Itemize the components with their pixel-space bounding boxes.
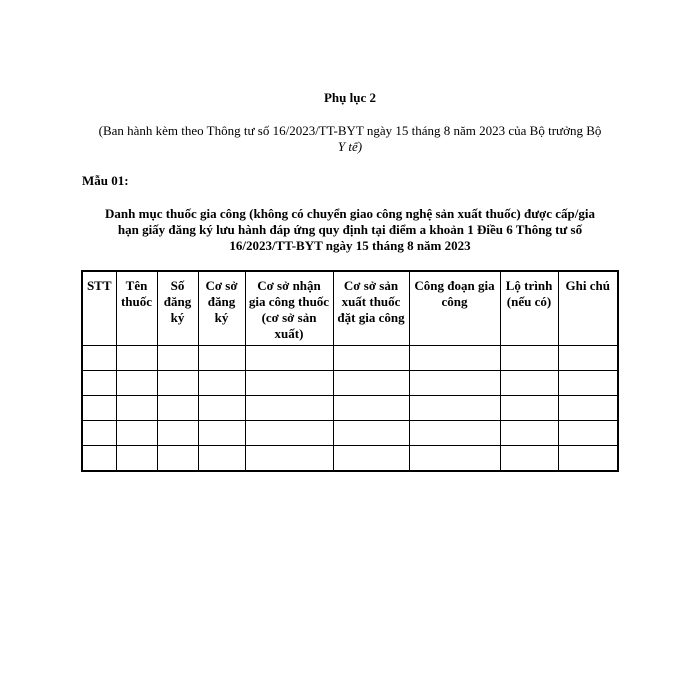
table-cell — [500, 395, 558, 420]
table-cell — [116, 395, 157, 420]
column-header-line: Tên — [125, 278, 148, 293]
table-cell — [245, 420, 333, 445]
table-cell — [157, 420, 198, 445]
table-cell — [245, 395, 333, 420]
column-header-9 — [558, 271, 618, 345]
table-cell — [157, 370, 198, 395]
table-cell — [198, 370, 245, 395]
column-header-line: đặt gia công — [337, 310, 405, 325]
list-title — [82, 206, 618, 254]
table-cell — [198, 395, 245, 420]
table-cell — [157, 345, 198, 370]
column-header-line: công — [441, 294, 468, 309]
table-cell — [333, 420, 409, 445]
table-cell — [198, 420, 245, 445]
column-header-line: đăng — [207, 294, 236, 309]
column-header-line: Cơ sở — [205, 278, 238, 293]
issued-line-1: (Ban hành kèm theo Thông tư số 16/2023/TT-BYT ngày 15 tháng 8 năm 2023 của Bộ trưởng Bộ — [98, 123, 602, 138]
column-header-line: STT — [86, 278, 112, 293]
table-cell — [409, 420, 500, 445]
table-cell — [198, 345, 245, 370]
column-header-line: gia công thuốc — [248, 294, 330, 309]
table-cell — [245, 445, 333, 471]
table-cell — [157, 445, 198, 471]
column-header-4 — [198, 271, 245, 345]
issued-by-note — [80, 123, 620, 155]
table-cell — [82, 420, 116, 445]
column-header-line: ký — [170, 310, 185, 325]
column-header-line: Lộ trình — [505, 278, 553, 293]
table-cell — [157, 395, 198, 420]
table-cell — [500, 445, 558, 471]
column-header-line: Số — [170, 278, 185, 293]
column-header-line: thuốc — [120, 294, 153, 309]
column-header-line: xuất thuốc — [341, 294, 401, 309]
column-header-line: (nếu có) — [506, 294, 552, 309]
list-title-line-2: hạn giấy đăng ký lưu hành đáp ứng quy định tại điểm a khoản 1 Điều 6 Thông tư số — [117, 222, 583, 237]
table-cell — [116, 420, 157, 445]
column-header-6 — [333, 271, 409, 345]
table-row — [82, 445, 618, 471]
column-header-3 — [157, 271, 198, 345]
column-header-line: ký — [214, 310, 229, 325]
table-cell — [500, 420, 558, 445]
table-cell — [558, 370, 618, 395]
table-cell — [245, 370, 333, 395]
form-label: Mẫu 01: — [82, 173, 129, 188]
table-cell — [82, 395, 116, 420]
column-header-7 — [409, 271, 500, 345]
table-cell — [500, 370, 558, 395]
table-cell — [82, 345, 116, 370]
list-title-line-3: 16/2023/TT-BYT ngày 15 tháng 8 năm 2023 — [229, 238, 471, 253]
column-header-5 — [245, 271, 333, 345]
table-cell — [500, 345, 558, 370]
drug-list-table — [81, 270, 619, 472]
column-header-1 — [82, 271, 116, 345]
table-cell — [558, 395, 618, 420]
column-header-line: Công đoạn gia — [414, 278, 495, 293]
table-cell — [245, 345, 333, 370]
table-cell — [409, 395, 500, 420]
table-cell — [409, 445, 500, 471]
table-cell — [333, 370, 409, 395]
appendix-title: Phụ lục 2 — [323, 90, 376, 105]
issued-line-2: Y tế) — [337, 139, 363, 154]
table-cell — [82, 445, 116, 471]
table-row — [82, 420, 618, 445]
column-header-line: đăng — [163, 294, 192, 309]
column-header-2 — [116, 271, 157, 345]
column-header-line: Cơ sở sản — [343, 278, 399, 293]
table-cell — [558, 445, 618, 471]
table-cell — [116, 345, 157, 370]
table-cell — [82, 370, 116, 395]
table-row — [82, 370, 618, 395]
table-cell — [333, 395, 409, 420]
column-header-line: xuất) — [274, 326, 304, 341]
table-cell — [333, 345, 409, 370]
table-row — [82, 345, 618, 370]
table-cell — [409, 345, 500, 370]
table-row — [82, 395, 618, 420]
table-cell — [558, 420, 618, 445]
table-cell — [558, 345, 618, 370]
list-title-line-1: Danh mục thuốc gia công (không có chuyển giao công nghệ sản xuất thuốc) được cấp/gia — [105, 206, 595, 221]
table-cell — [116, 445, 157, 471]
table-cell — [198, 445, 245, 471]
table-cell — [409, 370, 500, 395]
column-header-8 — [500, 271, 558, 345]
table-header-row — [82, 271, 618, 345]
table-cell — [116, 370, 157, 395]
table-body — [82, 345, 618, 471]
column-header-line: (cơ sở sản — [261, 310, 317, 325]
column-header-line: Ghi chú — [565, 278, 610, 293]
column-header-line: Cơ sở nhận — [257, 278, 321, 293]
table-cell — [333, 445, 409, 471]
